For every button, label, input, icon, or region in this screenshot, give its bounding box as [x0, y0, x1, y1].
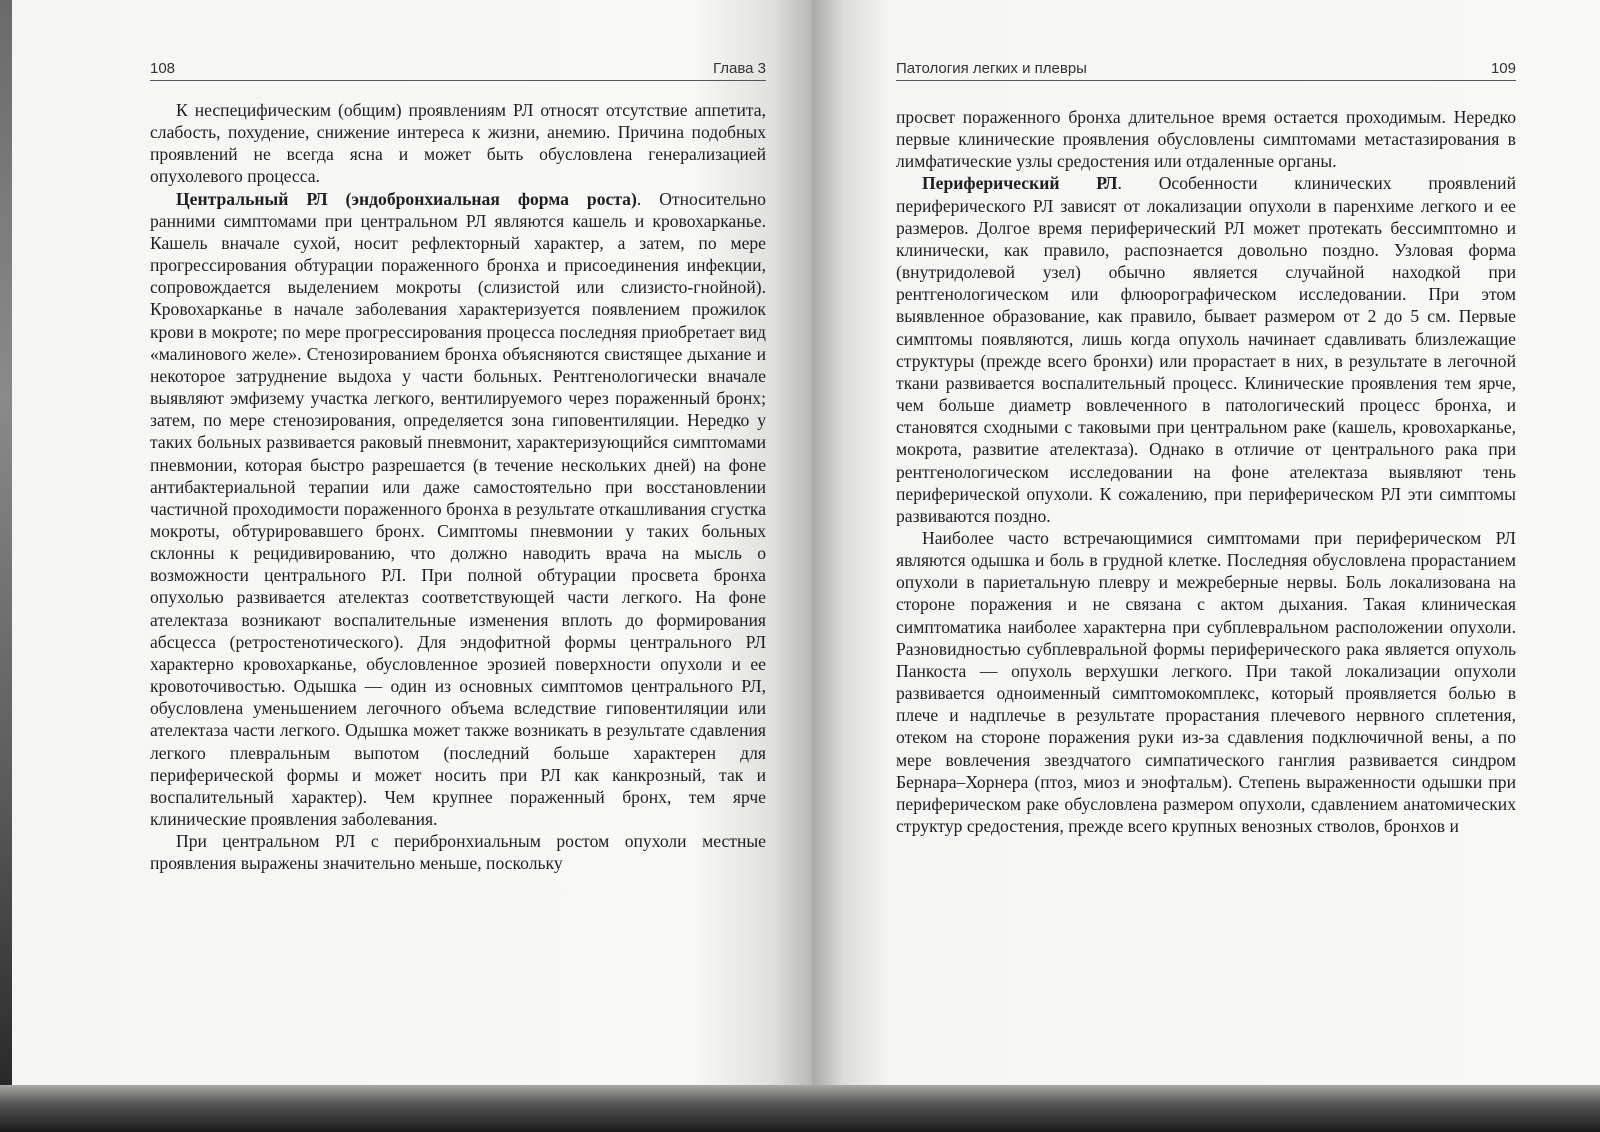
- left-page-body: [150, 99, 766, 874]
- paragraph: [150, 99, 766, 188]
- left-page-number: 108: [150, 60, 176, 77]
- right-page-body: [896, 106, 1516, 837]
- right-page-header: [896, 58, 1516, 81]
- paragraph-text: . Относительно ранними симптомами при центральном РЛ являются кашель и кровохарканье. Кашель вначале сухой, носит рефлекторный характер, а затем, по мере прогрессирования обтурации пораженного бронха и присоединения инфекции, сопровождается выделением мокроты (слизистой или слизисто-гнойной). Кровохарканье в начале заболевания характеризуется появлением прожилок крови в мокроте; по мере прогрессирования процесса последняя приобретает вид «малинового желе». Стенозированием бронха объясняются свистящее дыхание и некоторое затруднение выдоха у части больных. Рентгенологически вначале выявляют эмфизему участка легкого, вентилируемого через пораженный бронх; затем, по мере стенозирования, определяется зона гиповентиляции. Нередко у таких больных развивается раковый пневмонит, характеризующийся симптомами пневмонии, которая быстро разрешается (в течение нескольких дней) на фоне антибактериальной терапии или даже самостоятельно при восстановлении частичной проходимости пораженного бронха в результате откашливания сгустка мокроты, обтурировавшего бронх. Симптомы пневмонии у таких больных склонны к рецидивированию, что должно наводить врача на мысль о возможности центрального РЛ. При полной обтурации просвета бронха опухолью развивается ателектаз соответствующей части легкого. На фоне ателектаза возникают воспалительные изменения вплоть до формирования абсцесса (ретростенотического). Для эндофитной формы центрального РЛ характерно кровохарканье, обусловленное эрозией поверхности опухоли и ее кровоточивостью. Одышка — один из основных симптомов центрального РЛ, обусловлена уменьшением легочного объема вследствие гиповентиляции или ателектаза части легкого. Одышка может также возникать в результате сдавления легкого плевральным выпотом (последний больше характерен для периферической формы и может носить при РЛ как канкрозный, так и воспалительный характер). Чем крупнее пораженный бронх, тем ярче клинические проявления заболевания.: [150, 188, 766, 829]
- paragraph-text: просвет пораженного бронха длительное время остается проходимым. Нередко первые клинические проявления обусловлены симптомами метастазирования в лимфатические узлы средостения или отдаленные органы.: [896, 107, 1516, 172]
- paragraph: [896, 172, 1516, 527]
- paragraph-text: Наиболее часто встречающимися симптомами при периферическом РЛ являются одышка и боль в грудной клетке. Последняя обусловлена прорастанием опухоли в париетальную плевру и межреберные нервы. Боль локализована на стороне поражения и не связана с актом дыхания. Такая клиническая симптоматика наиболее характерна при субплевральном расположении опухоли. Разновидностью субплевральной формы периферического рака является опухоль Панкоста — опухоль верхушки легкого. При такой локализации опухоли развивается одноименный симптомокомплекс, который проявляется болью в плече и надплечье в результате прорастания плечевого нервного сплетения, отеком на стороне поражения руки из-за сдавления подключичной вены, а по мере вовлечения звездчатого симпатического ганглия развивается синдром Бернара–Хорнера (птоз, миоз и энофтальм). Степень выраженности одышки при периферическом раке обусловлена размером опухоли, сдавлением анатомических структур средостения, прежде всего крупных венозных стволов, бронхов и: [896, 527, 1516, 836]
- right-page-number: 109: [1490, 60, 1516, 77]
- paragraph: [150, 188, 766, 831]
- paragraph: [896, 106, 1516, 172]
- paragraph-text: . Особенности клинических проявлений периферического РЛ зависят от локализации опухоли в паренхиме легкого и ее размеров. Долгое время периферический РЛ может протекать бессимптомно и клинически, как правило, распознается довольно поздно. Узловая форма (внутридолевой узел) обычно является случайной находкой при рентгенологическом или флюорографическом исследовании. При этом выявленное образование, как правило, бывает размером от 2 до 5 см. Первые симптомы появляются, лишь когда опухоль начинает сдавливать близлежащие структуры (прежде всего бронхи) или прорастает в них, в результате в легочной ткани развивается воспалительный процесс. Клинические проявления тем ярче, чем больше диаметр вовлеченного в патологический процесс бронха, и становятся сходными с таковыми при центральном раке (кашель, кровохарканье, мокрота, развитие ателектаза). Однако в отличие от центрального рака при рентгенологическом исследовании на фоне ателектаза выявляют тень периферической опухоли. К сожалению, при периферическом РЛ эти симптомы развиваются поздно.: [896, 173, 1516, 526]
- paragraph-lead: Центральный РЛ (эндобронхиальная форма роста): [176, 188, 637, 209]
- paragraph: [896, 527, 1516, 837]
- paragraph-lead: Периферический РЛ: [922, 173, 1118, 194]
- left-running-head: Глава 3: [712, 60, 766, 77]
- right-running-head: Патология легких и плевры: [896, 60, 1087, 77]
- paragraph-text: При центральном РЛ с перибронхиальным ростом опухоли местные проявления выражены значительно меньше, поскольку: [150, 831, 766, 874]
- paragraph: [150, 830, 766, 874]
- book-edge: [0, 0, 12, 1132]
- left-page-header: [150, 58, 766, 81]
- paragraph-text: К неспецифическим (общим) проявлениям РЛ относят отсутствие аппетита, слабость, похудение, снижение интереса к жизни, анемию. Причина подобных проявлений не всегда ясна и может быть обусловлена генерализацией опухолевого процесса.: [150, 100, 766, 187]
- scan-bottom-shadow: [0, 1085, 1600, 1132]
